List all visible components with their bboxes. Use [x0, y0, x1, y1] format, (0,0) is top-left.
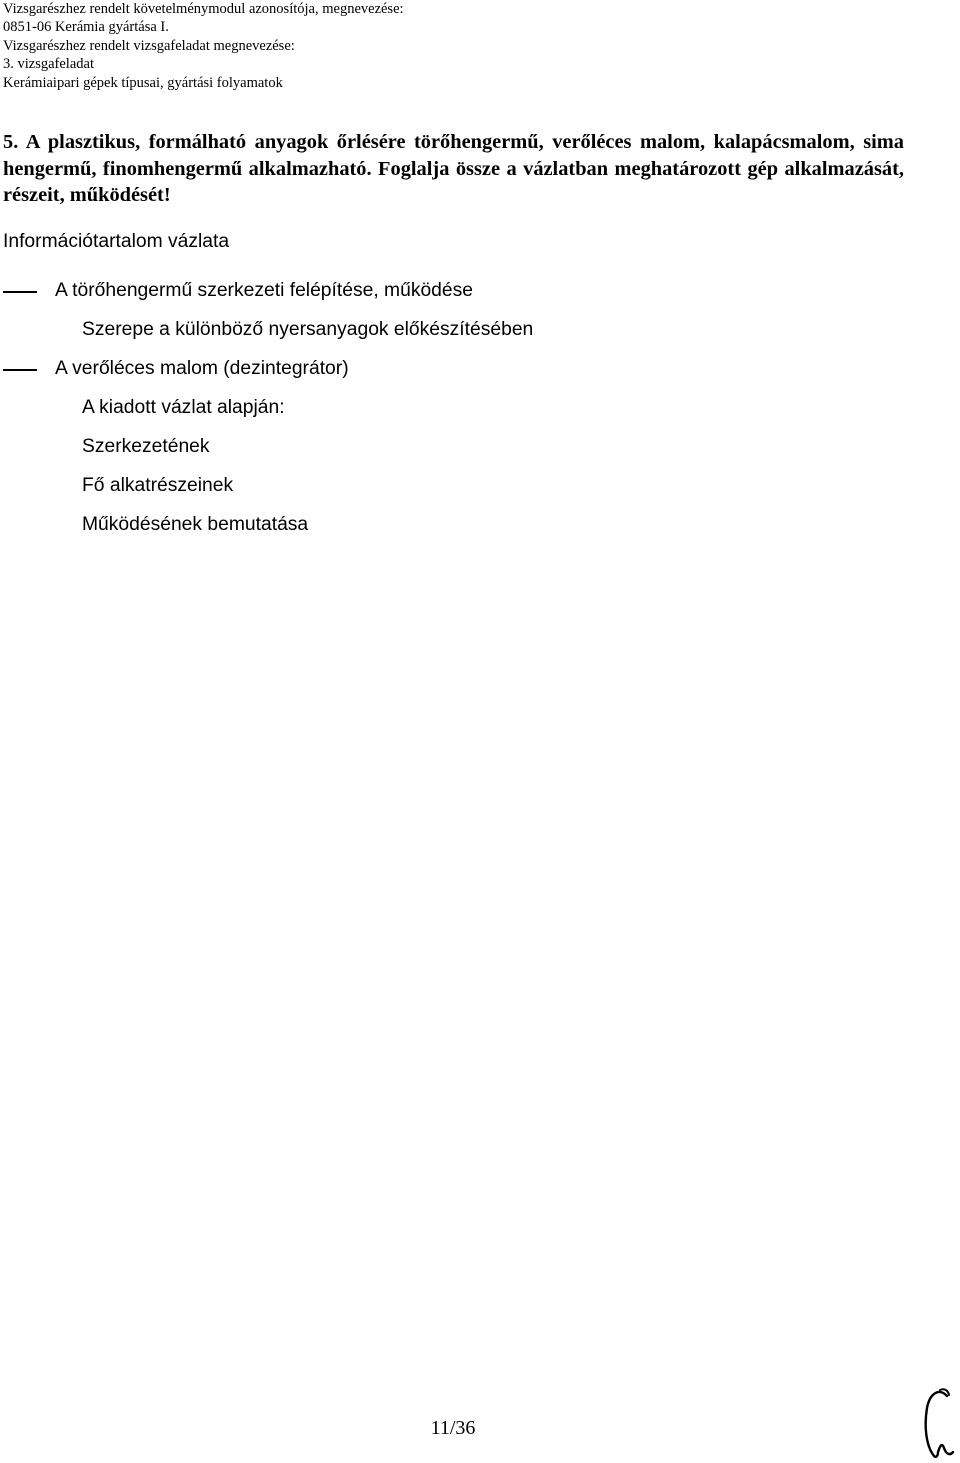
document-header [3, 0, 404, 92]
header-task-label: Vizsgarészhez rendelt vizsgafeladat megnevezése: [3, 37, 295, 54]
outline-subitem: Működésének bemutatása [82, 514, 309, 535]
dash-bullet-icon [3, 291, 37, 293]
header-task-number: 3. vizsgafeladat [3, 56, 94, 73]
outline-subitem: Szerkezetének [82, 436, 210, 457]
page-number: 11/36 [430, 1417, 476, 1439]
outline-item-text: A verőléces malom (dezintegrátor) [55, 358, 349, 379]
outline-item-text: A törőhengermű szerkezeti felépítése, működése [55, 280, 473, 301]
dash-bullet-icon [3, 369, 37, 371]
outline-subitem: A kiadott vázlat alapján: [82, 397, 285, 418]
outline-title: Információtartalom vázlata [3, 231, 230, 252]
outline-subitem: Fő alkatrészeinek [82, 475, 234, 496]
header-module-label: Vizsgarészhez rendelt követelménymodul azonosítója, megnevezése: [3, 1, 404, 17]
header-task-topic: Kerámiaipari gépek típusai, gyártási folyamatok [3, 74, 283, 91]
task-statement: 5. A plasztikus, formálható anyagok őrlésére törőhengermű, verőléces malom, kalapácsmalom, sima hengermű, finomhengermű alkalmazható. Foglalja össze a vázlatban meghatározott gép alkalmazását, részeit, működését! [3, 131, 904, 206]
header-module-name: 0851-06 Kerámia gyártása I. [3, 19, 169, 36]
signature-mark-icon [918, 1386, 958, 1461]
outline-subitem: Szerepe a különböző nyersanyagok előkészítésében [82, 319, 534, 340]
